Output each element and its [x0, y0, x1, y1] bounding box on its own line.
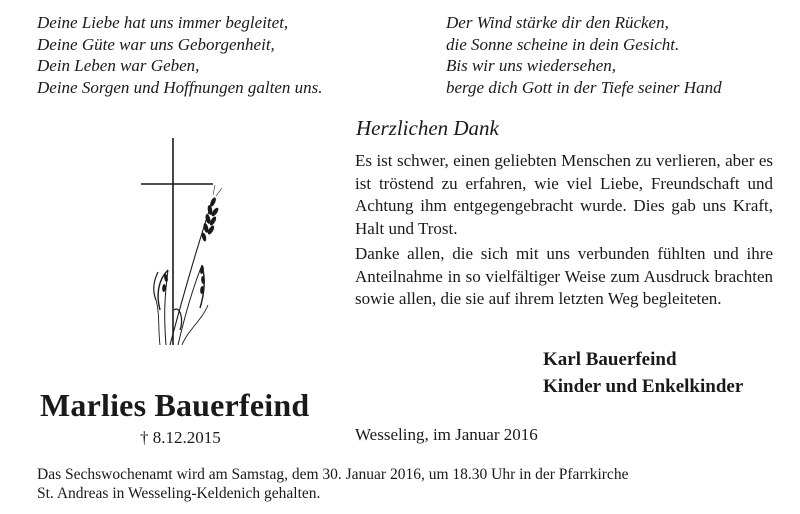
- poem-left-line: Deine Güte war uns Geborgenheit,: [37, 34, 275, 54]
- death-date: † 8.12.2015: [140, 428, 221, 447]
- poem-left: [37, 12, 323, 98]
- footer-note: [37, 465, 757, 503]
- place-date: Wesseling, im Januar 2016: [355, 425, 538, 444]
- poem-right-line: die Sonne scheine in dein Gesicht.: [446, 34, 680, 54]
- footer-line: Das Sechswochenamt wird am Samstag, dem 30. Januar 2016, um 18.30 Uhr in der Pfarrkirche: [37, 466, 629, 483]
- poem-left-line: Deine Liebe hat uns immer begleitet,: [37, 13, 289, 32]
- wheat-stalk: [178, 265, 202, 345]
- footer-line: St. Andreas in Wesseling-Keldenich gehalten.: [37, 485, 321, 502]
- wheat-ear-small: [162, 266, 205, 294]
- signer-name: Karl Bauerfeind: [543, 349, 677, 370]
- signer-family: Kinder und Enkelkinder: [543, 376, 744, 397]
- deceased-name: Marlies Bauerfeind: [40, 387, 310, 423]
- poem-right-line: berge dich Gott in der Tiefe seiner Hand: [446, 77, 722, 97]
- wheat-stalk: [182, 305, 208, 345]
- poem-right: [446, 12, 722, 98]
- thanks-heading: Herzlichen Dank: [356, 116, 499, 140]
- cross-wheat-svg: [130, 130, 230, 350]
- wheat-ear: [201, 185, 222, 242]
- thanks-paragraph-2: Danke allen, die sich mit uns verbunden fühlten und ihre Anteilnahme in so vielfältiger Weise zum Ausdruck brachten sowie allen, die sie auf ihrem letzten Weg begleiteten.: [355, 244, 773, 308]
- poem-right-line: Der Wind stärke dir den Rücken,: [446, 13, 669, 32]
- poem-left-line: Dein Leben war Geben,: [37, 56, 200, 75]
- thanks-paragraph-1: Es ist schwer, einen geliebten Menschen zu verlieren, aber es ist tröstend zu erfahren, wie viel Liebe, Freundschaft und Achtung ihm entgegengebracht wurde. Dies gab uns Kraft, Halt und Trost.: [355, 151, 773, 238]
- cross-with-wheat-icon: [130, 130, 230, 355]
- poem-left-line: Deine Sorgen und Hoffnungen galten uns.: [37, 77, 323, 97]
- poem-right-line: Bis wir uns wiedersehen,: [446, 56, 616, 75]
